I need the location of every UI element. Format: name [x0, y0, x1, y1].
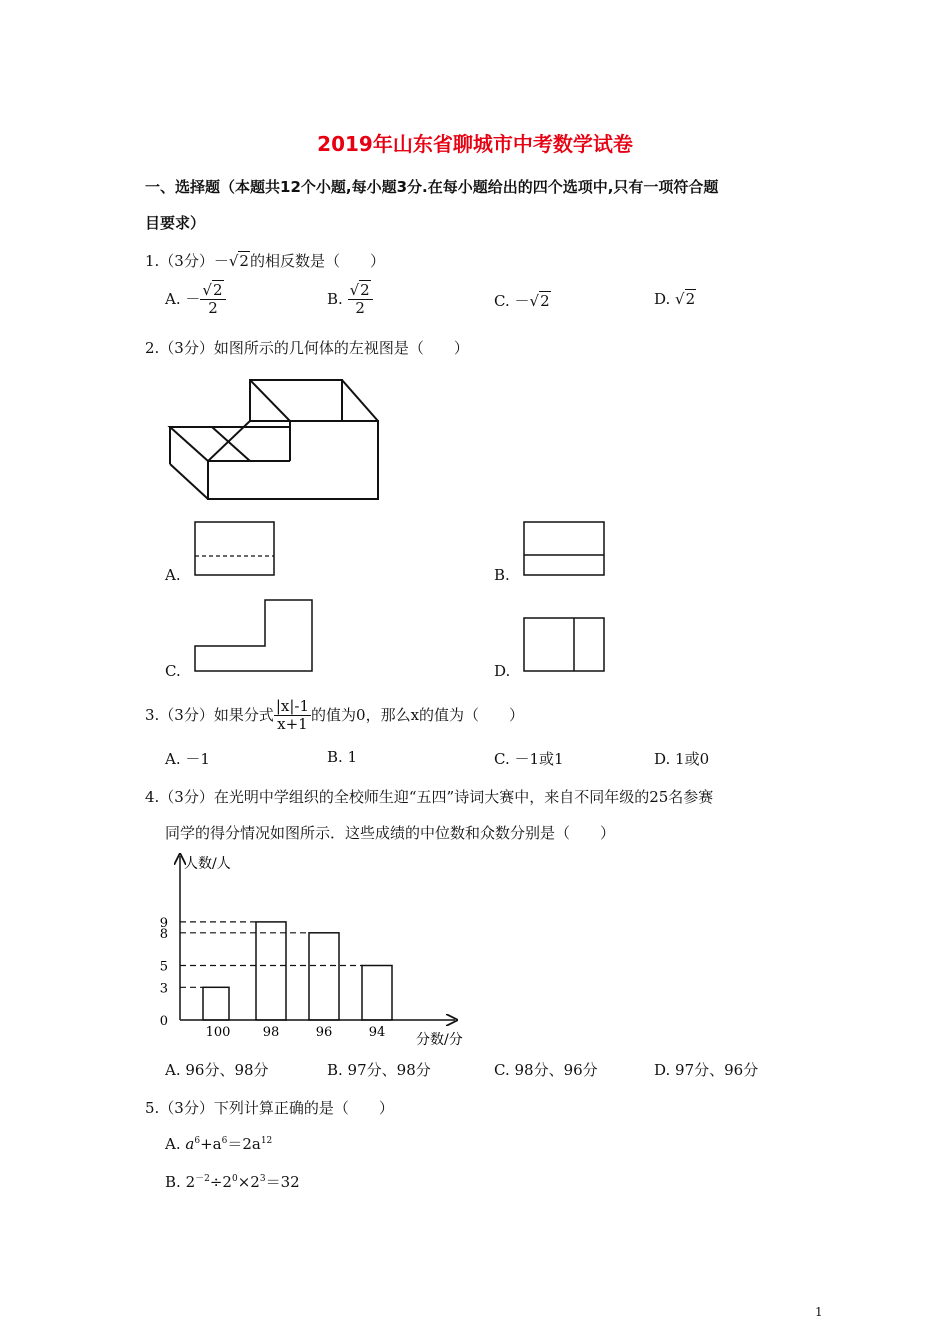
- q1-option-a[interactable]: A. － $\frac{√2}{2}$: [165, 282, 226, 318]
- q3-option-d[interactable]: D. 1或0: [654, 750, 710, 768]
- fraction: $\frac{√2}{2}$: [200, 282, 225, 318]
- question-4-line2: 同学的得分情况如图所示．这些成绩的中位数和众数分别是（ ）: [165, 824, 616, 842]
- x-tick-label: 96: [315, 1025, 333, 1040]
- question-4-line1: 4.（3分）在光明中学组织的全校师生迎“五四”诗词大赛中，来自不同年级的25名参赛: [145, 788, 714, 806]
- x-tick-label: 100: [205, 1025, 231, 1040]
- question-2: 2.（3分）如图所示的几何体的左视图是（ ）: [145, 339, 469, 357]
- y-tick-label: 8: [159, 926, 168, 942]
- q4-option-b[interactable]: B. 97分、98分: [327, 1061, 431, 1079]
- q1-prefix: 1.（3分）－: [145, 252, 229, 270]
- q2-option-a-label[interactable]: A.: [165, 566, 181, 584]
- score-bar-chart: [150, 850, 480, 1050]
- q4-option-a[interactable]: A. 96分、98分: [165, 1061, 269, 1079]
- q1-option-d[interactable]: D. √2: [654, 290, 696, 308]
- q2-option-c-label[interactable]: C.: [165, 662, 181, 680]
- question-5: 5.（3分）下列计算正确的是（ ）: [145, 1099, 394, 1117]
- y-tick-label: 3: [159, 981, 168, 997]
- y-tick-label: 9: [159, 915, 168, 931]
- bar-96: [309, 933, 339, 1020]
- q4-option-d[interactable]: D. 97分、96分: [654, 1061, 759, 1079]
- q1-option-b[interactable]: B. $\frac{√2}{2}$: [327, 282, 373, 318]
- q3-option-a[interactable]: A. －1: [165, 750, 210, 768]
- sqrt-symbol: √: [228, 252, 239, 270]
- x-tick-label: 98: [262, 1025, 280, 1040]
- fraction: $\frac{√2}{2}$: [348, 282, 373, 318]
- question-3: 3.（3分）如果分式 $\frac{|x|-1}{x+1}$ 的值为0，那么x的值为（ ）: [145, 697, 525, 734]
- page-number: 1: [815, 1305, 823, 1319]
- x-tick-label: 94: [368, 1025, 386, 1040]
- q5-option-a[interactable]: A. $a^6+a^6=2a^{12}$: [165, 1135, 273, 1153]
- q3-option-c[interactable]: C. －1或1: [494, 750, 564, 768]
- bar-98: [256, 922, 286, 1020]
- q4-option-c[interactable]: C. 98分、96分: [494, 1061, 598, 1079]
- q2-option-b-label[interactable]: B.: [494, 566, 510, 584]
- q5-option-b[interactable]: B. $2^{-2}\div 2^0\times 2^3=32$: [165, 1173, 300, 1191]
- y-axis-label: 人数/人: [184, 856, 231, 872]
- section-heading-line2: 目要求）: [145, 214, 206, 232]
- x-axis-label: 分数/分: [416, 1032, 463, 1048]
- page-title: 2019年山东省聊城市中考数学试卷: [317, 132, 633, 156]
- bar-100: [203, 987, 229, 1020]
- q2-option-d-label[interactable]: D.: [494, 662, 511, 680]
- fraction-abs-x: $\frac{|x|-1}{x+1}$: [275, 697, 310, 734]
- q1-radicand: 2: [239, 252, 249, 270]
- y-tick-label: 0: [159, 1014, 168, 1029]
- y-tick-label: 5: [159, 959, 168, 975]
- q1-suffix: 的相反数是（ ）: [249, 252, 385, 270]
- q3-option-b[interactable]: B. 1: [327, 748, 358, 766]
- bar-94: [362, 966, 392, 1021]
- section-heading-line1: 一、选择题（本题共12个小题,每小题3分.在每小题给出的四个选项中,只有一项符合题: [145, 178, 719, 196]
- q1-option-c[interactable]: C. －√2: [494, 292, 550, 310]
